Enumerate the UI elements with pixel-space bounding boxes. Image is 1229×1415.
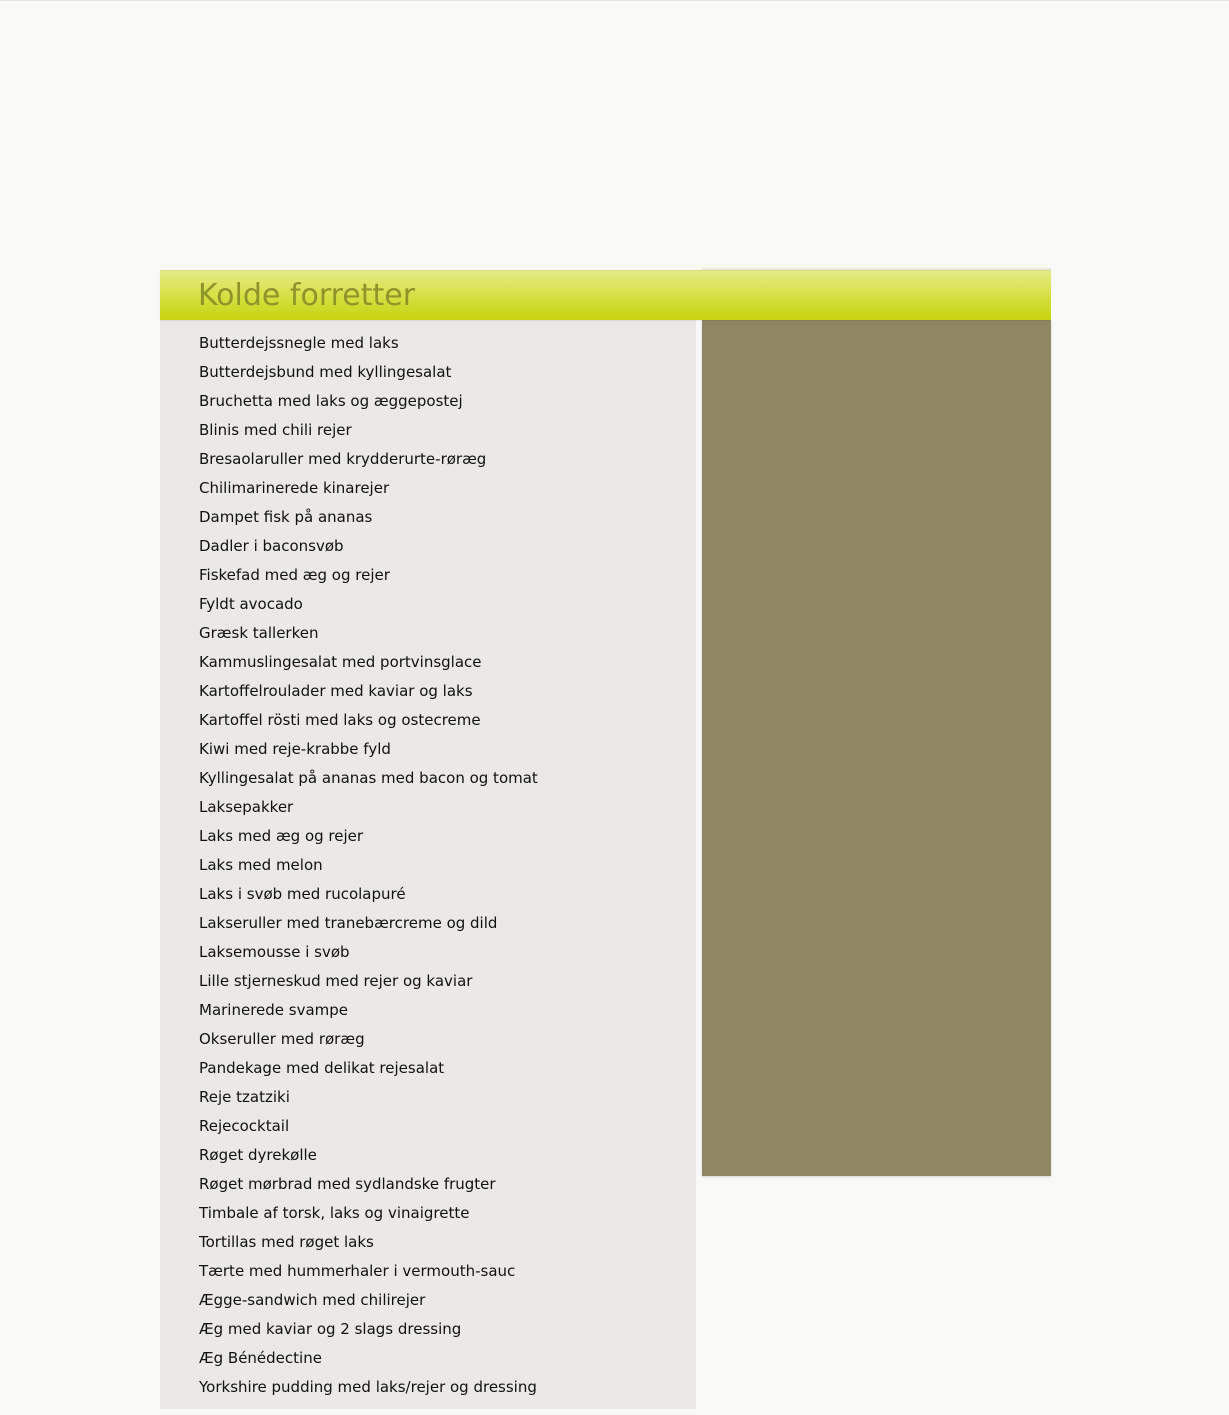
- dish-item: Butterdejsbund med kyllingesalat: [199, 363, 452, 381]
- dish-item: Kartoffel rösti med laks og ostecreme: [199, 711, 481, 729]
- dish-item: Laks med melon: [199, 856, 323, 874]
- dish-item: Røget mørbrad med sydlandske frugter: [199, 1175, 496, 1193]
- section-header-bar: [160, 270, 1051, 320]
- dish-item: Laks med æg og rejer: [199, 827, 364, 845]
- dish-item: Æg Bénédectine: [199, 1349, 322, 1367]
- dish-item: Marinerede svampe: [199, 1001, 349, 1019]
- dish-item: Rejecocktail: [199, 1117, 290, 1135]
- dish-item: Timbale af torsk, laks og vinaigrette: [199, 1204, 470, 1222]
- dish-item: Reje tzatziki: [199, 1088, 290, 1106]
- dish-item: Kartoffelroulader med kaviar og laks: [199, 682, 473, 700]
- dish-item: Ægge-sandwich med chilirejer: [199, 1291, 426, 1309]
- dish-item: Tortillas med røget laks: [199, 1233, 374, 1251]
- section-title: Kolde forretter: [198, 278, 416, 313]
- dish-item: Fiskefad med æg og rejer: [199, 566, 390, 584]
- dish-item: Kammuslingesalat med portvinsglace: [199, 653, 482, 671]
- dish-item: Blinis med chili rejer: [199, 421, 352, 439]
- dish-item: Yorkshire pudding med laks/rejer og dressing: [199, 1378, 537, 1396]
- top-divider: [0, 0, 1229, 1]
- dish-item: Butterdejssnegle med laks: [199, 334, 399, 352]
- dish-item: Kiwi med reje-krabbe fyld: [199, 740, 391, 758]
- dish-item: Lille stjerneskud med rejer og kaviar: [199, 972, 473, 990]
- dish-item: Bruchetta med laks og æggepostej: [199, 392, 463, 410]
- dish-item: Fyldt avocado: [199, 595, 303, 613]
- dish-list: [199, 329, 679, 1402]
- dish-item: Kyllingesalat på ananas med bacon og tomat: [199, 769, 538, 787]
- dish-item: Røget dyrekølle: [199, 1146, 317, 1164]
- dish-item: Chilimarinerede kinarejer: [199, 479, 390, 497]
- dish-item: Lakseruller med tranebærcreme og dild: [199, 914, 498, 932]
- dish-item: Okseruller med røræg: [199, 1030, 365, 1048]
- dish-item: Æg med kaviar og 2 slags dressing: [199, 1320, 462, 1338]
- dish-item: Dampet fisk på ananas: [199, 508, 373, 526]
- dish-item: Pandekage med delikat rejesalat: [199, 1059, 445, 1077]
- dish-item: Græsk tallerken: [199, 624, 319, 642]
- dish-item: Dadler i baconsvøb: [199, 537, 344, 555]
- dish-item: Laksemousse i svøb: [199, 943, 350, 961]
- dish-item: Bresaolaruller med krydderurte-røræg: [199, 450, 487, 468]
- dish-item: Tærte med hummerhaler i vermouth-sauc: [199, 1262, 516, 1280]
- dish-item: Laks i svøb med rucolapuré: [199, 885, 406, 903]
- dish-item: Laksepakker: [199, 798, 294, 816]
- side-image-block: [702, 320, 1051, 1176]
